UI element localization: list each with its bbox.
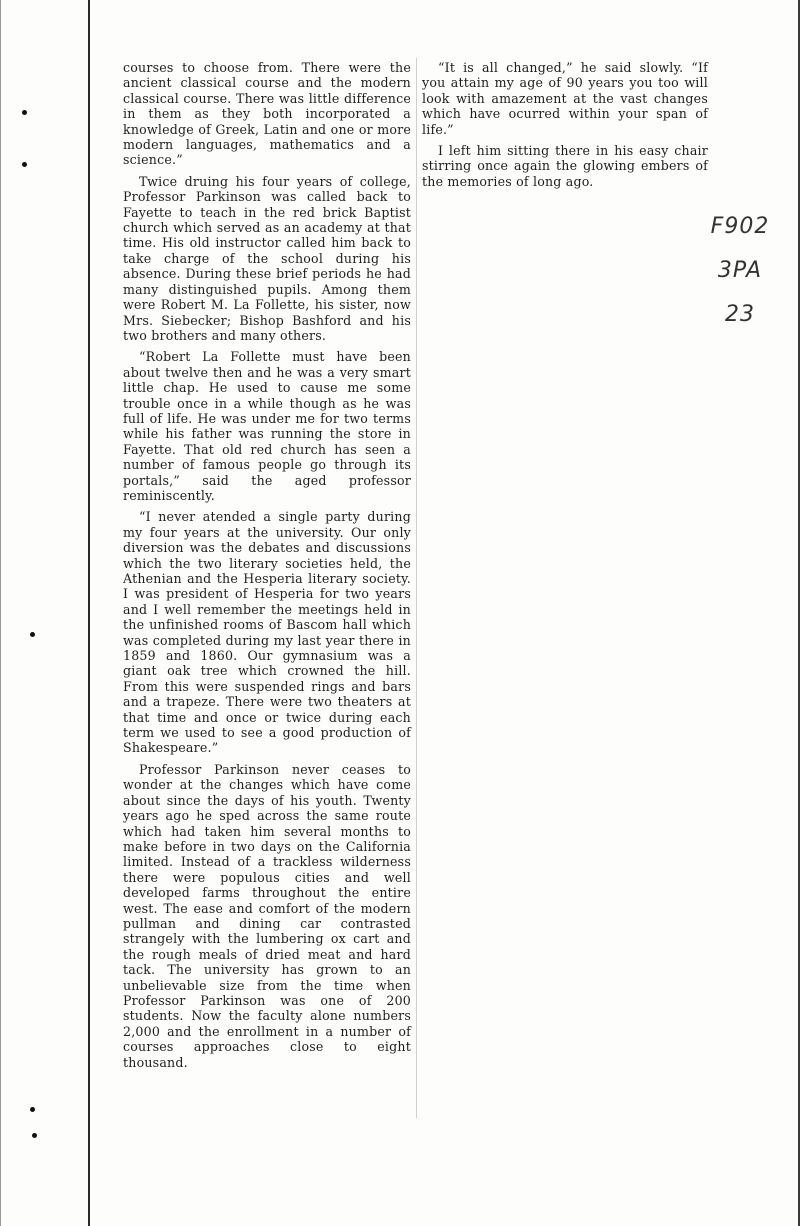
page-edge-left xyxy=(0,0,1,1226)
paragraph: “It is all changed,” he said slowly. “If you attain my age of 90 years you too will look with amazement at the vast changes which have ocurred within your span of life.” xyxy=(422,60,708,137)
scan-speck xyxy=(30,632,35,637)
annotation-line: 23 xyxy=(725,302,755,327)
scan-speck xyxy=(22,110,27,115)
scan-speck xyxy=(30,1107,35,1112)
annotation-line: 3PA xyxy=(717,258,763,283)
scan-speck xyxy=(22,162,27,167)
scan-speck xyxy=(32,1133,37,1138)
left-column xyxy=(123,60,411,1076)
right-column xyxy=(422,60,708,195)
paragraph: “Robert La Follette must have been about twelve then and he was a very smart little chap. He used to cause me some trouble once in a while though as he was full of life. He was under me for two terms while his father was running the store in Fayette. That old red church has seen a number of famous people go through its portals,” said the aged professor reminiscently. xyxy=(123,349,411,503)
column-divider xyxy=(416,58,417,1118)
paragraph: Twice druing his four years of college, Professor Parkinson was called back to Fayette to teach in the red brick Baptist church which served as an academy at that time. His old instructor called him back to take charge of the school during his absence. During these brief periods he had many distinguished pupils. Among them were Robert M. La Follette, his sister, now Mrs. Siebecker; Bishop Bashford and his two brothers and many others. xyxy=(123,173,411,343)
paragraph: courses to choose from. There were the ancient classical course and the modern classical course. There was little difference in them as they both incorporated a knowledge of Greek, Latin and one or more modern languages, mathematics and a science.” xyxy=(123,60,411,168)
handwritten-annotation xyxy=(700,205,780,337)
paragraph: I left him sitting there in his easy chair stirring once again the glowing embers of the memories of long ago. xyxy=(422,143,708,189)
paragraph: “I never atended a single party during my four years at the university. Our only diversion was the debates and discussions which the two literary societies held, the Athenian and the Hesperia literary society. I was president of Hesperia for two years and I well remember the meetings held in the unfinished rooms of Bascom hall which was completed during my last year there in 1859 and 1860. Our gymnasium was a giant oak tree which crowned the hill. From this were suspended rings and bars and a trapeze. There were two theaters at that time and once or twice during each term we used to see a good production of Shakespeare.” xyxy=(123,509,411,756)
binding-edge xyxy=(88,0,90,1226)
annotation-line: F902 xyxy=(710,214,770,239)
paragraph: Professor Parkinson never ceases to wonder at the changes which have come about since the days of his youth. Twenty years ago he sped across the same route which had taken him several months to make before in two days on the California limited. Instead of a trackless wilderness there were populous cities and well developed farms throughout the entire west. The ease and comfort of the modern pullman and dining car contrasted strangely with the lumbering ox cart and the rough meals of dried meat and hard tack. The university has grown to an unbelievable size from the time when Professor Parkinson was one of 200 students. Now the faculty alone numbers 2,000 and the enrollment in a number of courses approaches close to eight thousand. xyxy=(123,761,411,1070)
